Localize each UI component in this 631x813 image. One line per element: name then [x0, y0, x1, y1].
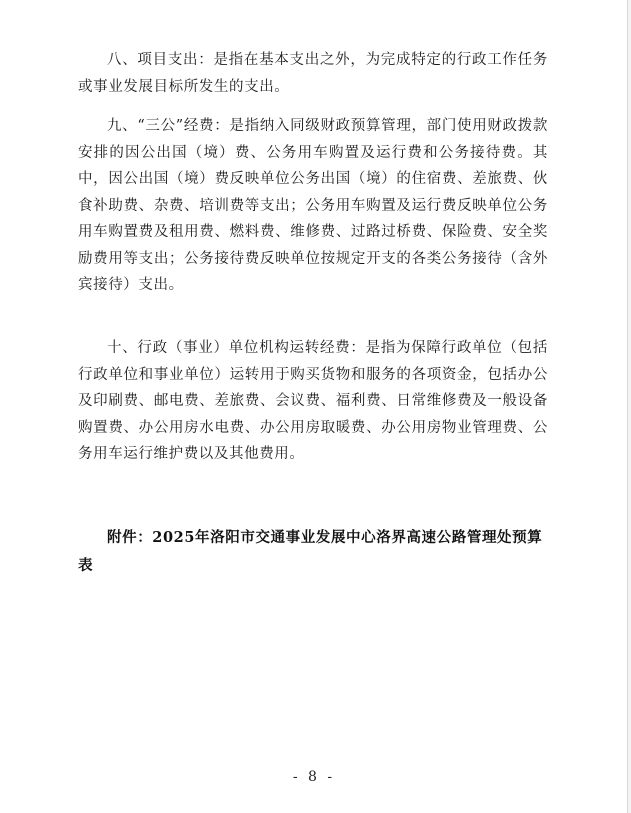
page-number: - 8 -	[292, 769, 336, 785]
attachment-title: 附件：2025年洛阳市交通事业发展中心洛界高速公路管理处预算表	[78, 529, 543, 574]
paragraph-project-expenditure: 八、项目支出：是指在基本支出之外，为完成特定的行政工作任务或事业发展目标所发生的支出。	[78, 52, 548, 95]
paragraph-three-public-expenses: 九、“三公”经费：是指纳入同级财政预算管理，部门使用财政拨款安排的因公出国（境）费、公务用车购置及运行费和公务接待费。其中，因公出国（境）费反映单位公务出国（境）的住宿费、差旅费、伙食补助费、杂费、培训费等支出；公务用车购置及运行费反映单位公务用车购置费及租用费、燃料费、维修费、过路过桥费、保险费、安全奖励费用等支出；公务接待费反映单位按规定开支的各类公务接待（含外宾接待）支出。	[78, 118, 548, 293]
paragraph-operating-expenses: 十、行政（事业）单位机构运转经费：是指为保障行政单位（包括行政单位和事业单位）运转用于购买货物和服务的各项资金，包括办公及印刷费、邮电费、差旅费、会议费、福利费、日常维修费及一般设备购置费、办公用房水电费、办公用房取暖费、办公用房物业管理费、公务用车运行维护费以及其他费用。	[78, 340, 548, 462]
